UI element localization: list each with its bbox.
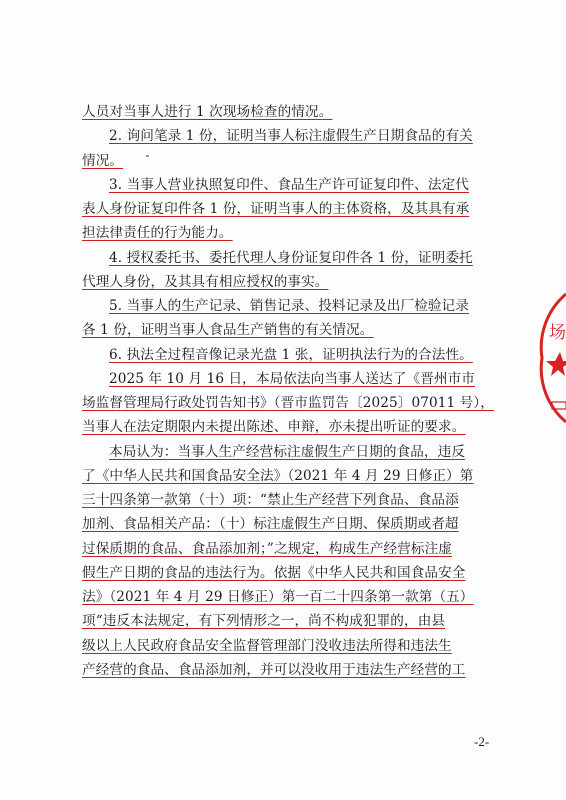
text-line: 场监督管理局行政处罚告知书》（晋市监罚告〔2025〕07011 号）， xyxy=(82,395,494,411)
text-line: 表人身份证复印件各 1 份，证明当事人的主体资格，及其具有承 xyxy=(82,201,470,217)
document-body xyxy=(82,100,502,682)
text-line: 项“违反本法规定，有下列情形之一，尚不构成犯罪的，由县 xyxy=(82,613,446,630)
text-line: 3. 当事人营业执照复印件、食品生产许可证复印件、法定代 xyxy=(109,176,469,193)
text-line: 三十四条第一款第（十）项：“禁止生产经营下列食品、食品添 xyxy=(82,492,459,508)
text-line: 6. 执法全过程音像记录光盘 1 张，证明执法行为的合法性。 xyxy=(109,346,473,363)
text-line: 担法律责任的行为能力。 xyxy=(82,225,233,242)
text-line: 法》（2021 年 4 月 29 日修正）第一百二十四条第一款第（五） xyxy=(82,589,474,605)
text-line: 假生产日期的食品的违法行为。依据《中华人民共和国食品安全 xyxy=(82,564,466,581)
text-line: 4. 授权委托书、委托代理人身份证复印件各 1 份，证明委托 xyxy=(109,249,473,266)
text-line: 情况。 xyxy=(82,152,124,169)
text-line: 人员对当事人进行 1 次现场检查的情况。 xyxy=(82,104,333,120)
scan-speck xyxy=(146,155,149,157)
text-line: 2025 年 10 月 16 日，本局依法向当事人送达了《晋州市市 xyxy=(109,370,475,387)
text-line: 本局认为：当事人生产经营标注虚假生产日期的食品，违反 xyxy=(109,443,466,460)
text-line: 级以上人民政府食品安全监督管理部门没收违法所得和违法生 xyxy=(82,637,452,654)
text-line: 各 1 份，证明当事人食品生产销售的有关情况。 xyxy=(82,322,374,339)
text-line: 2. 询问笔录 1 份，证明当事人标注虚假生产日期食品的有关 xyxy=(109,128,473,145)
seal-icon xyxy=(532,290,566,430)
seal-char: 场 xyxy=(549,323,566,343)
official-seal-fragment xyxy=(532,290,566,430)
page-number: -2- xyxy=(474,734,490,749)
text-line: 产经营的食品、食品添加剂，并可以没收用于违法生产经营的工 xyxy=(82,661,466,678)
text-line: 代理人身份，及其具有相应授权的事实。 xyxy=(82,273,329,290)
text-line: 5. 当事人的生产记录、销售记录、投料记录及出厂检验记录 xyxy=(109,298,469,314)
text-line: 过保质期的食品、食品添加剂；”之规定，构成生产经营标注虚 xyxy=(82,540,452,557)
text-line: 了《中华人民共和国食品安全法》（2021 年 4 月 29 日修正）第 xyxy=(82,467,474,484)
text-line: 加剂、食品相关产品：（十）标注虚假生产日期、保质期或者超 xyxy=(82,516,459,533)
text-line: 当事人在法定期限内未提出陈述、申辩，亦未提出听证的要求。 xyxy=(82,419,466,436)
